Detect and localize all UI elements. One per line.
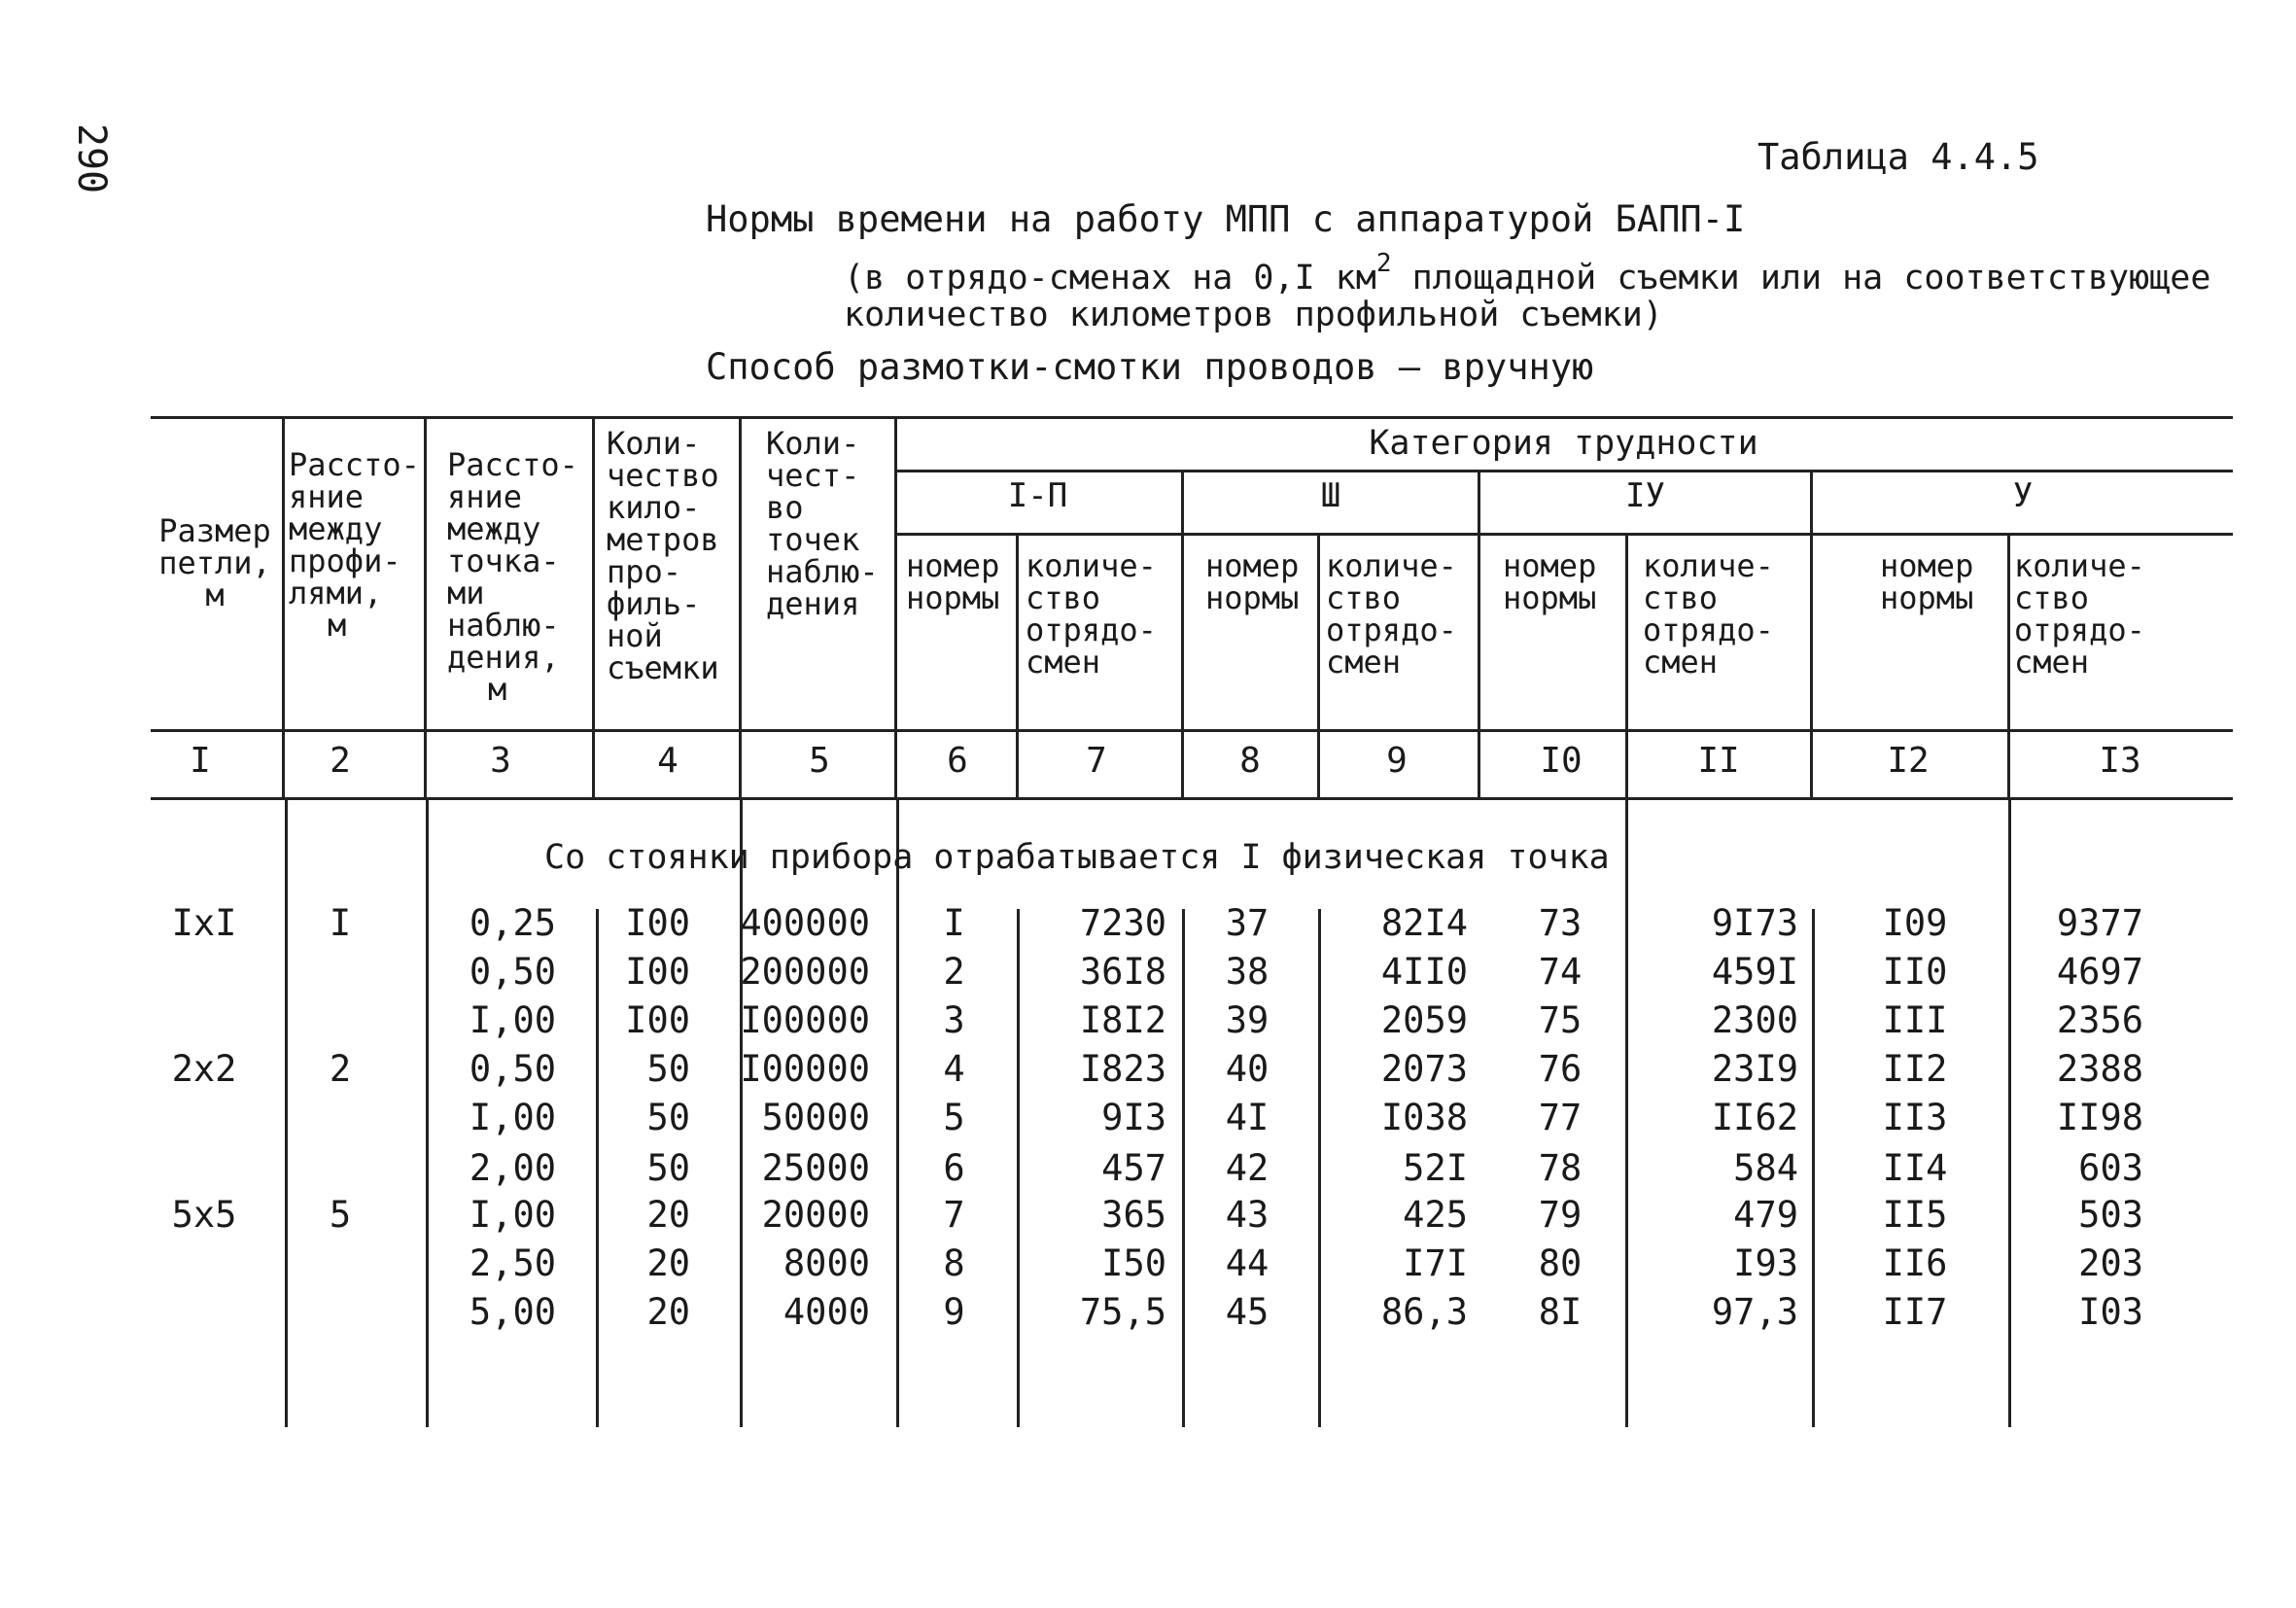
cell-loop-size xyxy=(146,1147,262,1190)
cell-shifts-4: 23I9 xyxy=(1711,1048,1798,1090)
col-num: I0 xyxy=(1540,741,1583,781)
cell-points: I00000 xyxy=(740,999,870,1041)
cell-norm-1-2: 8 xyxy=(943,1242,965,1284)
cell-shifts-3: 2073 xyxy=(1380,1048,1468,1090)
cell-norm-3: 42 xyxy=(1225,1147,1270,1189)
col-num: 5 xyxy=(809,741,830,781)
cell-norm-5: II5 xyxy=(1882,1194,1948,1236)
cell-loop-size xyxy=(146,1242,262,1285)
cell-norm-4: 73 xyxy=(1538,902,1583,944)
cell-profile-spacing xyxy=(282,1097,399,1139)
cell-loop-size: IxI xyxy=(171,902,237,944)
cell-norm-1-2: 5 xyxy=(943,1097,965,1138)
cell-shifts-3: 86,3 xyxy=(1380,1291,1468,1333)
cell-profile-km: 50 xyxy=(646,1048,690,1090)
col-num: 9 xyxy=(1386,741,1408,781)
cell-profile-spacing xyxy=(282,951,399,994)
header-observation-points: Коли- чест- во точек наблю- дения xyxy=(766,425,879,622)
cell-points: 4000 xyxy=(783,1291,870,1333)
cell-point-spacing: 2,00 xyxy=(469,1147,556,1189)
cell-points: 200000 xyxy=(740,951,870,993)
col-num: 6 xyxy=(947,741,968,781)
col-num: 3 xyxy=(490,741,511,781)
cell-shifts-1-2: I8I2 xyxy=(1079,999,1166,1041)
header-shift-count-2: количе- ство отрядо- смен xyxy=(1326,547,1457,681)
cell-point-spacing: 0,25 xyxy=(469,902,556,944)
cell-norm-5: II6 xyxy=(1882,1242,1948,1284)
cell-profile-km: I00 xyxy=(625,902,690,944)
cell-norm-1-2: 2 xyxy=(943,951,965,993)
cell-norm-5: III xyxy=(1882,999,1948,1041)
table-label: Таблица 4.4.5 xyxy=(1757,136,2039,178)
cell-norm-4: 78 xyxy=(1538,1147,1583,1189)
header-shift-count-3: количе- ство отрядо- смен xyxy=(1643,547,1774,681)
cell-norm-3: 40 xyxy=(1225,1048,1270,1090)
cell-norm-3: 38 xyxy=(1225,951,1270,993)
cell-shifts-5: 2388 xyxy=(2056,1048,2143,1090)
cell-profile-km: 50 xyxy=(646,1097,690,1138)
col-num: I3 xyxy=(2099,741,2141,781)
cell-norm-3: 4I xyxy=(1225,1097,1270,1138)
col-num: 4 xyxy=(657,741,678,781)
cell-norm-1-2: 3 xyxy=(943,999,965,1041)
cell-profile-spacing xyxy=(282,999,399,1042)
cell-norm-5: II3 xyxy=(1882,1097,1948,1138)
cell-shifts-4: 2300 xyxy=(1711,999,1798,1041)
col-num: 8 xyxy=(1239,741,1261,781)
cell-points: 50000 xyxy=(761,1097,870,1138)
section-note: Со стоянки прибора отрабатывается I физическая точка xyxy=(544,838,1610,877)
cell-norm-4: 8I xyxy=(1538,1291,1583,1333)
cell-norm-5: II0 xyxy=(1882,951,1948,993)
cell-point-spacing: I,00 xyxy=(469,999,556,1041)
cell-norm-4: 76 xyxy=(1538,1048,1583,1090)
cell-loop-size xyxy=(146,1097,262,1139)
cell-shifts-3: I7I xyxy=(1403,1242,1468,1284)
header-difficulty-category: Категория трудности xyxy=(1369,424,1758,463)
cell-profile-km: 20 xyxy=(646,1291,690,1333)
col-num: II xyxy=(1697,741,1740,781)
cell-profile-spacing: I xyxy=(329,902,352,944)
cell-norm-1-2: 6 xyxy=(943,1147,965,1189)
cell-shifts-1-2: 36I8 xyxy=(1079,951,1166,993)
header-category-3: Ш xyxy=(1320,476,1341,515)
cell-norm-3: 45 xyxy=(1225,1291,1270,1333)
col-num: 2 xyxy=(330,741,351,781)
cell-loop-size xyxy=(146,951,262,994)
cell-points: 8000 xyxy=(783,1242,870,1284)
cell-norm-5: I09 xyxy=(1882,902,1948,944)
cell-shifts-5: 4697 xyxy=(2056,951,2143,993)
cell-norm-5: II7 xyxy=(1882,1291,1948,1333)
header-profile-km: Коли- чество кило- метров про- филь- ной съемки xyxy=(607,425,719,686)
cell-norm-1-2: 7 xyxy=(943,1194,965,1236)
cell-profile-km: I00 xyxy=(625,999,690,1041)
cell-points: 25000 xyxy=(761,1147,870,1189)
cell-profile-km: 50 xyxy=(646,1147,690,1189)
cell-point-spacing: I,00 xyxy=(469,1097,556,1138)
cell-points: 400000 xyxy=(740,902,870,944)
cell-shifts-1-2: 457 xyxy=(1101,1147,1166,1189)
header-norm-number-2: номер нормы xyxy=(1205,547,1300,616)
cell-profile-km: 20 xyxy=(646,1242,690,1284)
cell-norm-4: 80 xyxy=(1538,1242,1583,1284)
cell-profile-spacing: 2 xyxy=(329,1048,352,1090)
cell-profile-km: 20 xyxy=(646,1194,690,1236)
col-num: 7 xyxy=(1086,741,1107,781)
cell-shifts-4: 584 xyxy=(1733,1147,1798,1189)
cell-shifts-3: 425 xyxy=(1403,1194,1468,1236)
col-num: I2 xyxy=(1887,741,1930,781)
cell-point-spacing: I,00 xyxy=(469,1194,556,1236)
header-loop-size: Размер петли, м xyxy=(158,512,271,613)
cell-norm-5: II2 xyxy=(1882,1048,1948,1090)
cell-point-spacing: 5,00 xyxy=(469,1291,556,1333)
cell-norm-3: 44 xyxy=(1225,1242,1270,1284)
header-profile-spacing: Рассто- яние между профи- лями, м xyxy=(289,446,420,644)
cell-profile-spacing xyxy=(282,1147,399,1190)
cell-profile-spacing: 5 xyxy=(329,1194,352,1236)
cell-norm-4: 75 xyxy=(1538,999,1583,1041)
cell-shifts-1-2: I50 xyxy=(1101,1242,1166,1284)
page-number: 290 xyxy=(69,122,115,194)
cell-point-spacing: 2,50 xyxy=(469,1242,556,1284)
subtitle-line-2: количество километров профильной съемки) xyxy=(844,296,1663,334)
cell-shifts-4: 479 xyxy=(1733,1194,1798,1236)
cell-shifts-1-2: 7230 xyxy=(1079,902,1166,944)
cell-norm-3: 37 xyxy=(1225,902,1270,944)
header-norm-number-3: номер нормы xyxy=(1503,547,1597,616)
cell-shifts-4: I93 xyxy=(1733,1242,1798,1284)
cell-profile-spacing xyxy=(282,1242,399,1285)
cell-shifts-5: 603 xyxy=(2078,1147,2143,1189)
cell-shifts-3: I038 xyxy=(1380,1097,1468,1138)
cell-shifts-3: 4II0 xyxy=(1380,951,1468,993)
cell-shifts-3: 2059 xyxy=(1380,999,1468,1041)
cell-shifts-3: 52I xyxy=(1403,1147,1468,1189)
cell-shifts-4: 9I73 xyxy=(1711,902,1798,944)
header-norm-number-1: номер нормы xyxy=(906,547,1000,616)
cell-norm-3: 43 xyxy=(1225,1194,1270,1236)
header-category-1-2: I-П xyxy=(1007,476,1068,515)
cell-points: 20000 xyxy=(761,1194,870,1236)
cell-shifts-4: 97,3 xyxy=(1711,1291,1798,1333)
cell-loop-size: 5x5 xyxy=(171,1194,237,1236)
cell-norm-5: II4 xyxy=(1882,1147,1948,1189)
cell-norm-4: 79 xyxy=(1538,1194,1583,1236)
header-category-4: IУ xyxy=(1625,476,1665,515)
cell-shifts-5: 203 xyxy=(2078,1242,2143,1284)
cell-shifts-4: 459I xyxy=(1711,951,1798,993)
cell-shifts-5: 503 xyxy=(2078,1194,2143,1236)
cell-shifts-1-2: 9I3 xyxy=(1101,1097,1166,1138)
cell-loop-size xyxy=(146,999,262,1042)
cell-point-spacing: 0,50 xyxy=(469,951,556,993)
cell-shifts-4: II62 xyxy=(1711,1097,1798,1138)
cell-norm-4: 77 xyxy=(1538,1097,1583,1138)
cell-norm-1-2: 9 xyxy=(943,1291,965,1333)
cell-shifts-5: I03 xyxy=(2078,1291,2143,1333)
subtitle-line-1: (в отрядо-сменах на 0,I $км^2$ площадной съемки или на соответствующее xyxy=(844,249,2211,297)
cell-norm-1-2: 4 xyxy=(943,1048,965,1090)
cell-points: I00000 xyxy=(740,1048,870,1090)
cell-loop-size: 2x2 xyxy=(171,1048,237,1090)
header-shift-count-4: количе- ство отрядо- смен xyxy=(2014,547,2145,681)
cell-profile-km: I00 xyxy=(625,951,690,993)
cell-profile-spacing xyxy=(282,1291,399,1334)
cell-shifts-1-2: 75,5 xyxy=(1079,1291,1166,1333)
header-norm-number-4: номер нормы xyxy=(1880,547,1974,616)
cell-loop-size xyxy=(146,1291,262,1334)
col-num: I xyxy=(190,741,211,781)
header-category-5: У xyxy=(2012,476,2034,515)
cell-point-spacing: 0,50 xyxy=(469,1048,556,1090)
table-title: Нормы времени на работу МПП с аппаратурой БАПП-I xyxy=(706,198,1746,240)
cell-shifts-1-2: 365 xyxy=(1101,1194,1166,1236)
cell-shifts-3: 82I4 xyxy=(1380,902,1468,944)
cell-norm-3: 39 xyxy=(1225,999,1270,1041)
cell-shifts-1-2: I823 xyxy=(1079,1048,1166,1090)
header-shift-count-1: количе- ство отрядо- смен xyxy=(1026,547,1157,681)
cell-shifts-5: II98 xyxy=(2056,1097,2143,1138)
cell-shifts-5: 2356 xyxy=(2056,999,2143,1041)
cell-shifts-5: 9377 xyxy=(2056,902,2143,944)
header-point-spacing: Рассто- яние между точка- ми наблю- дения, м xyxy=(447,446,578,708)
cell-norm-4: 74 xyxy=(1538,951,1583,993)
method-line: Способ размотки-смотки проводов – вручную xyxy=(706,346,1594,388)
cell-norm-1-2: I xyxy=(943,902,965,944)
